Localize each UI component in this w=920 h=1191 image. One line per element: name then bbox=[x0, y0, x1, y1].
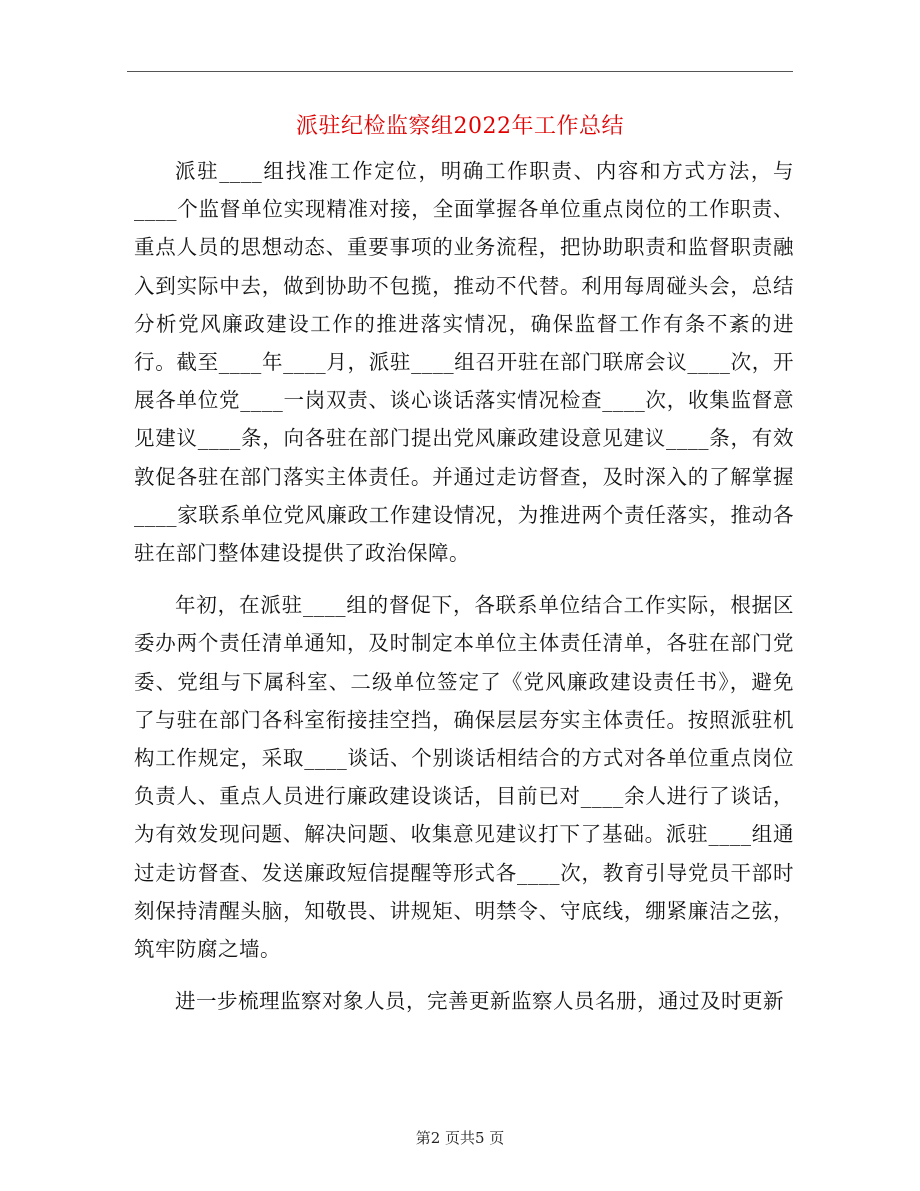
paragraph-3: 进一步梳理监察对象人员，完善更新监察人员名册，通过及时更新 bbox=[175, 989, 784, 1014]
document-title: 派驻纪检监察组2022年工作总结 bbox=[296, 114, 624, 139]
paragraph-2: 年初，在派驻____组的督促下，各联系单位结合工作实际，根据区委办两个责任清单通知，及时制定本单位主体责任清单，各驻在部门党委、党组与下属科室、二级单位签定了《党风廉政建设责任书》，避免了与驻在部门各科室衔接挂空挡，确保层层夯实主体责任。按照派驻机构工作规定，采取____谈话、个别谈话相结合的方式对各单位重点岗位负责人、重点人员进行廉政建设谈话，目前已对____余人进行了谈话，为有效发现问题、解决问题、收集意见建议打下了基础。派驻____组通过走访督查、发送廉政短信提醒等形式各____次，教育引导党员干部时刻保持清醒头脑，知敬畏、讲规矩、明禁令、守底线，绷紧廉洁之弦，筑牢防腐之墙。 bbox=[134, 593, 794, 962]
document-body bbox=[134, 152, 794, 1020]
page-number: 第2 页共5 页 bbox=[415, 1129, 505, 1147]
header-rule bbox=[127, 71, 793, 72]
paragraph-1: 派驻____组找准工作定位，明确工作职责、内容和方式方法，与____个监督单位实现精准对接，全面掌握各单位重点岗位的工作职责、重点人员的思想动态、重要事项的业务流程，把协助职责和监督职责融入到实际中去，做到协助不包揽，推动不代替。利用每周碰头会，总结分析党风廉政建设工作的推进落实情况，确保监督工作有条不紊的进行。截至____年____月，派驻____组召开驻在部门联席会议____次，开展各单位党____一岗双责、谈心谈话落实情况检查____次，收集监督意见建议____条，向各驻在部门提出党风廉政建设意见建议____条，有效敦促各驻在部门落实主体责任。并通过走访督查，及时深入的了解掌握____家联系单位党风廉政工作建设情况，为推进两个责任落实，推动各驻在部门整体建设提供了政治保障。 bbox=[134, 159, 794, 566]
